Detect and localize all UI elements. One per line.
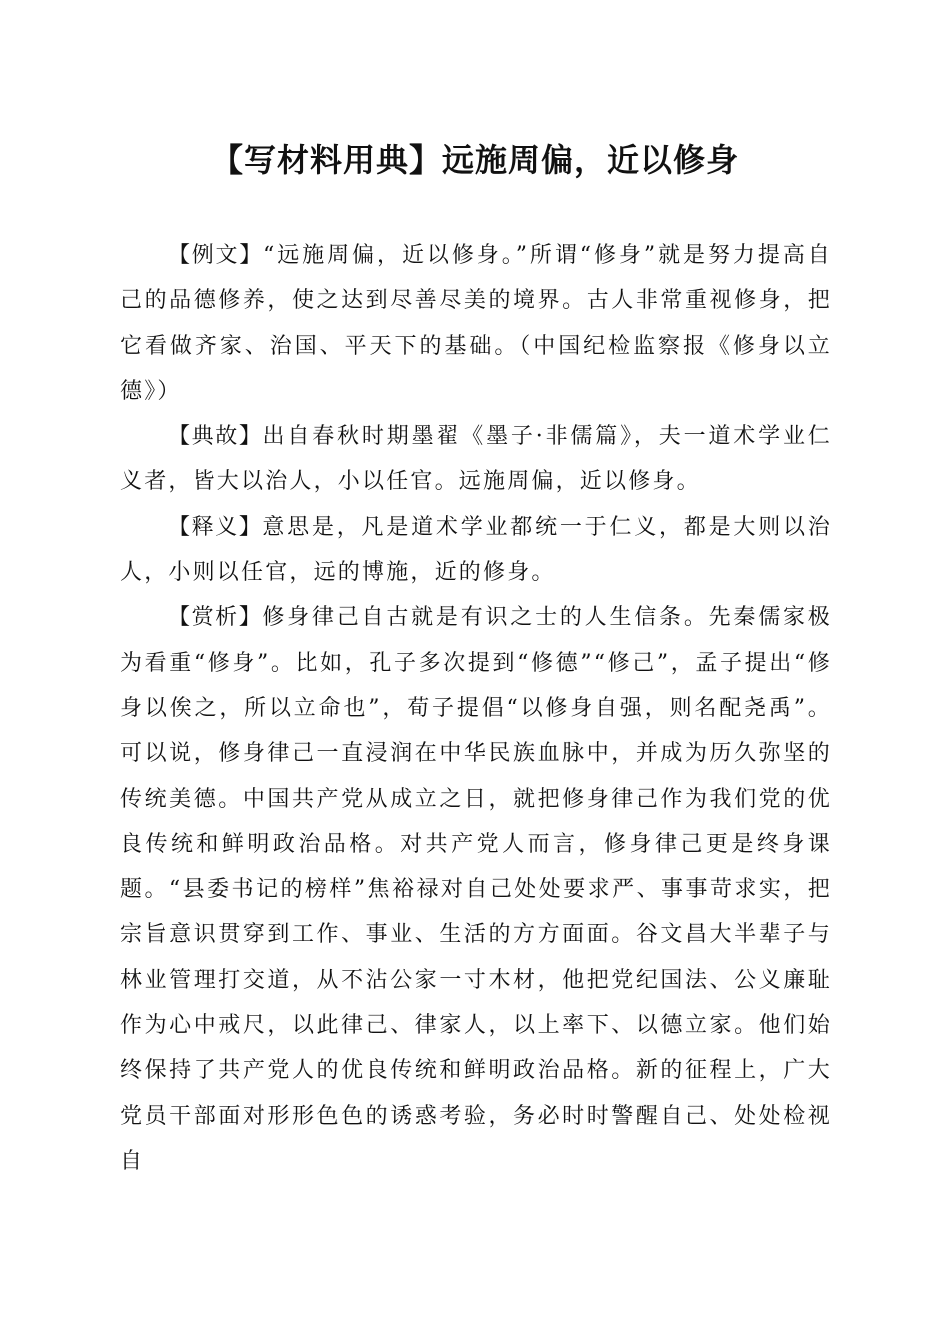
paragraph-tag: 【释义】 [168,514,263,540]
paragraph-tag: 【赏析】 [168,605,263,631]
paragraph-tag: 【典故】 [168,424,263,450]
paragraph-appreciation [120,595,832,1184]
document-title: 【写材料用典】远施周偏，近以修身 [210,141,739,179]
paragraph-tag: 【例文】 [168,243,263,268]
paragraph-text: 意思是，凡是道术学业都统一于仁义，都是大则以治人，小则以任官，远的博施，近的修身。 [120,514,832,586]
paragraph-text: “远施周偏，近以修身。”所谓“修身”就是努力提高自己的品德修养，使之达到尽善尽美的境界。古人非常重视修身，把它看做齐家、治国、平天下的基础。（中国纪检监察报《修身以立德》） [120,243,832,404]
paragraph-meaning [120,505,832,596]
paragraph-allusion [120,414,832,505]
document-body [120,233,832,1184]
paragraph-example [120,233,832,414]
paragraph-text: 修身律己自古就是有识之士的人生信条。先秦儒家极为看重“修身”。比如，孔子多次提到“修德”“修己”，孟子提出“修身以俟之，所以立命也”，荀子提倡“以修身自强，则名配尧禹”。可以说，修身律己一直浸润在中华民族血脉中，并成为历久弥坚的传统美德。中国共产党从成立之日，就把修身律己作为我们党的优良传统和鲜明政治品格。对共产党人而言，修身律己更是终身课题。“县委书记的榜样”焦裕禄对自己处处要求严、事事苛求实，把宗旨意识贯穿到工作、事业、生活的方方面面。谷文昌大半辈子与林业管理打交道，从不沾公家一寸木材，他把党纪国法、公义廉耻作为心中戒尺，以此律己、律家人，以上率下、以德立家。他们始终保持了共产党人的优良传统和鲜明政治品格。新的征程上，广大党员干部面对形形色色的诱惑考验，务必时时警醒自己、处处检视自 [120,605,832,1174]
paragraph-text: 出自春秋时期墨翟《墨子·非儒篇》，夫一道术学业仁义者，皆大以治人，小以任官。远施周偏，近以修身。 [120,424,832,495]
